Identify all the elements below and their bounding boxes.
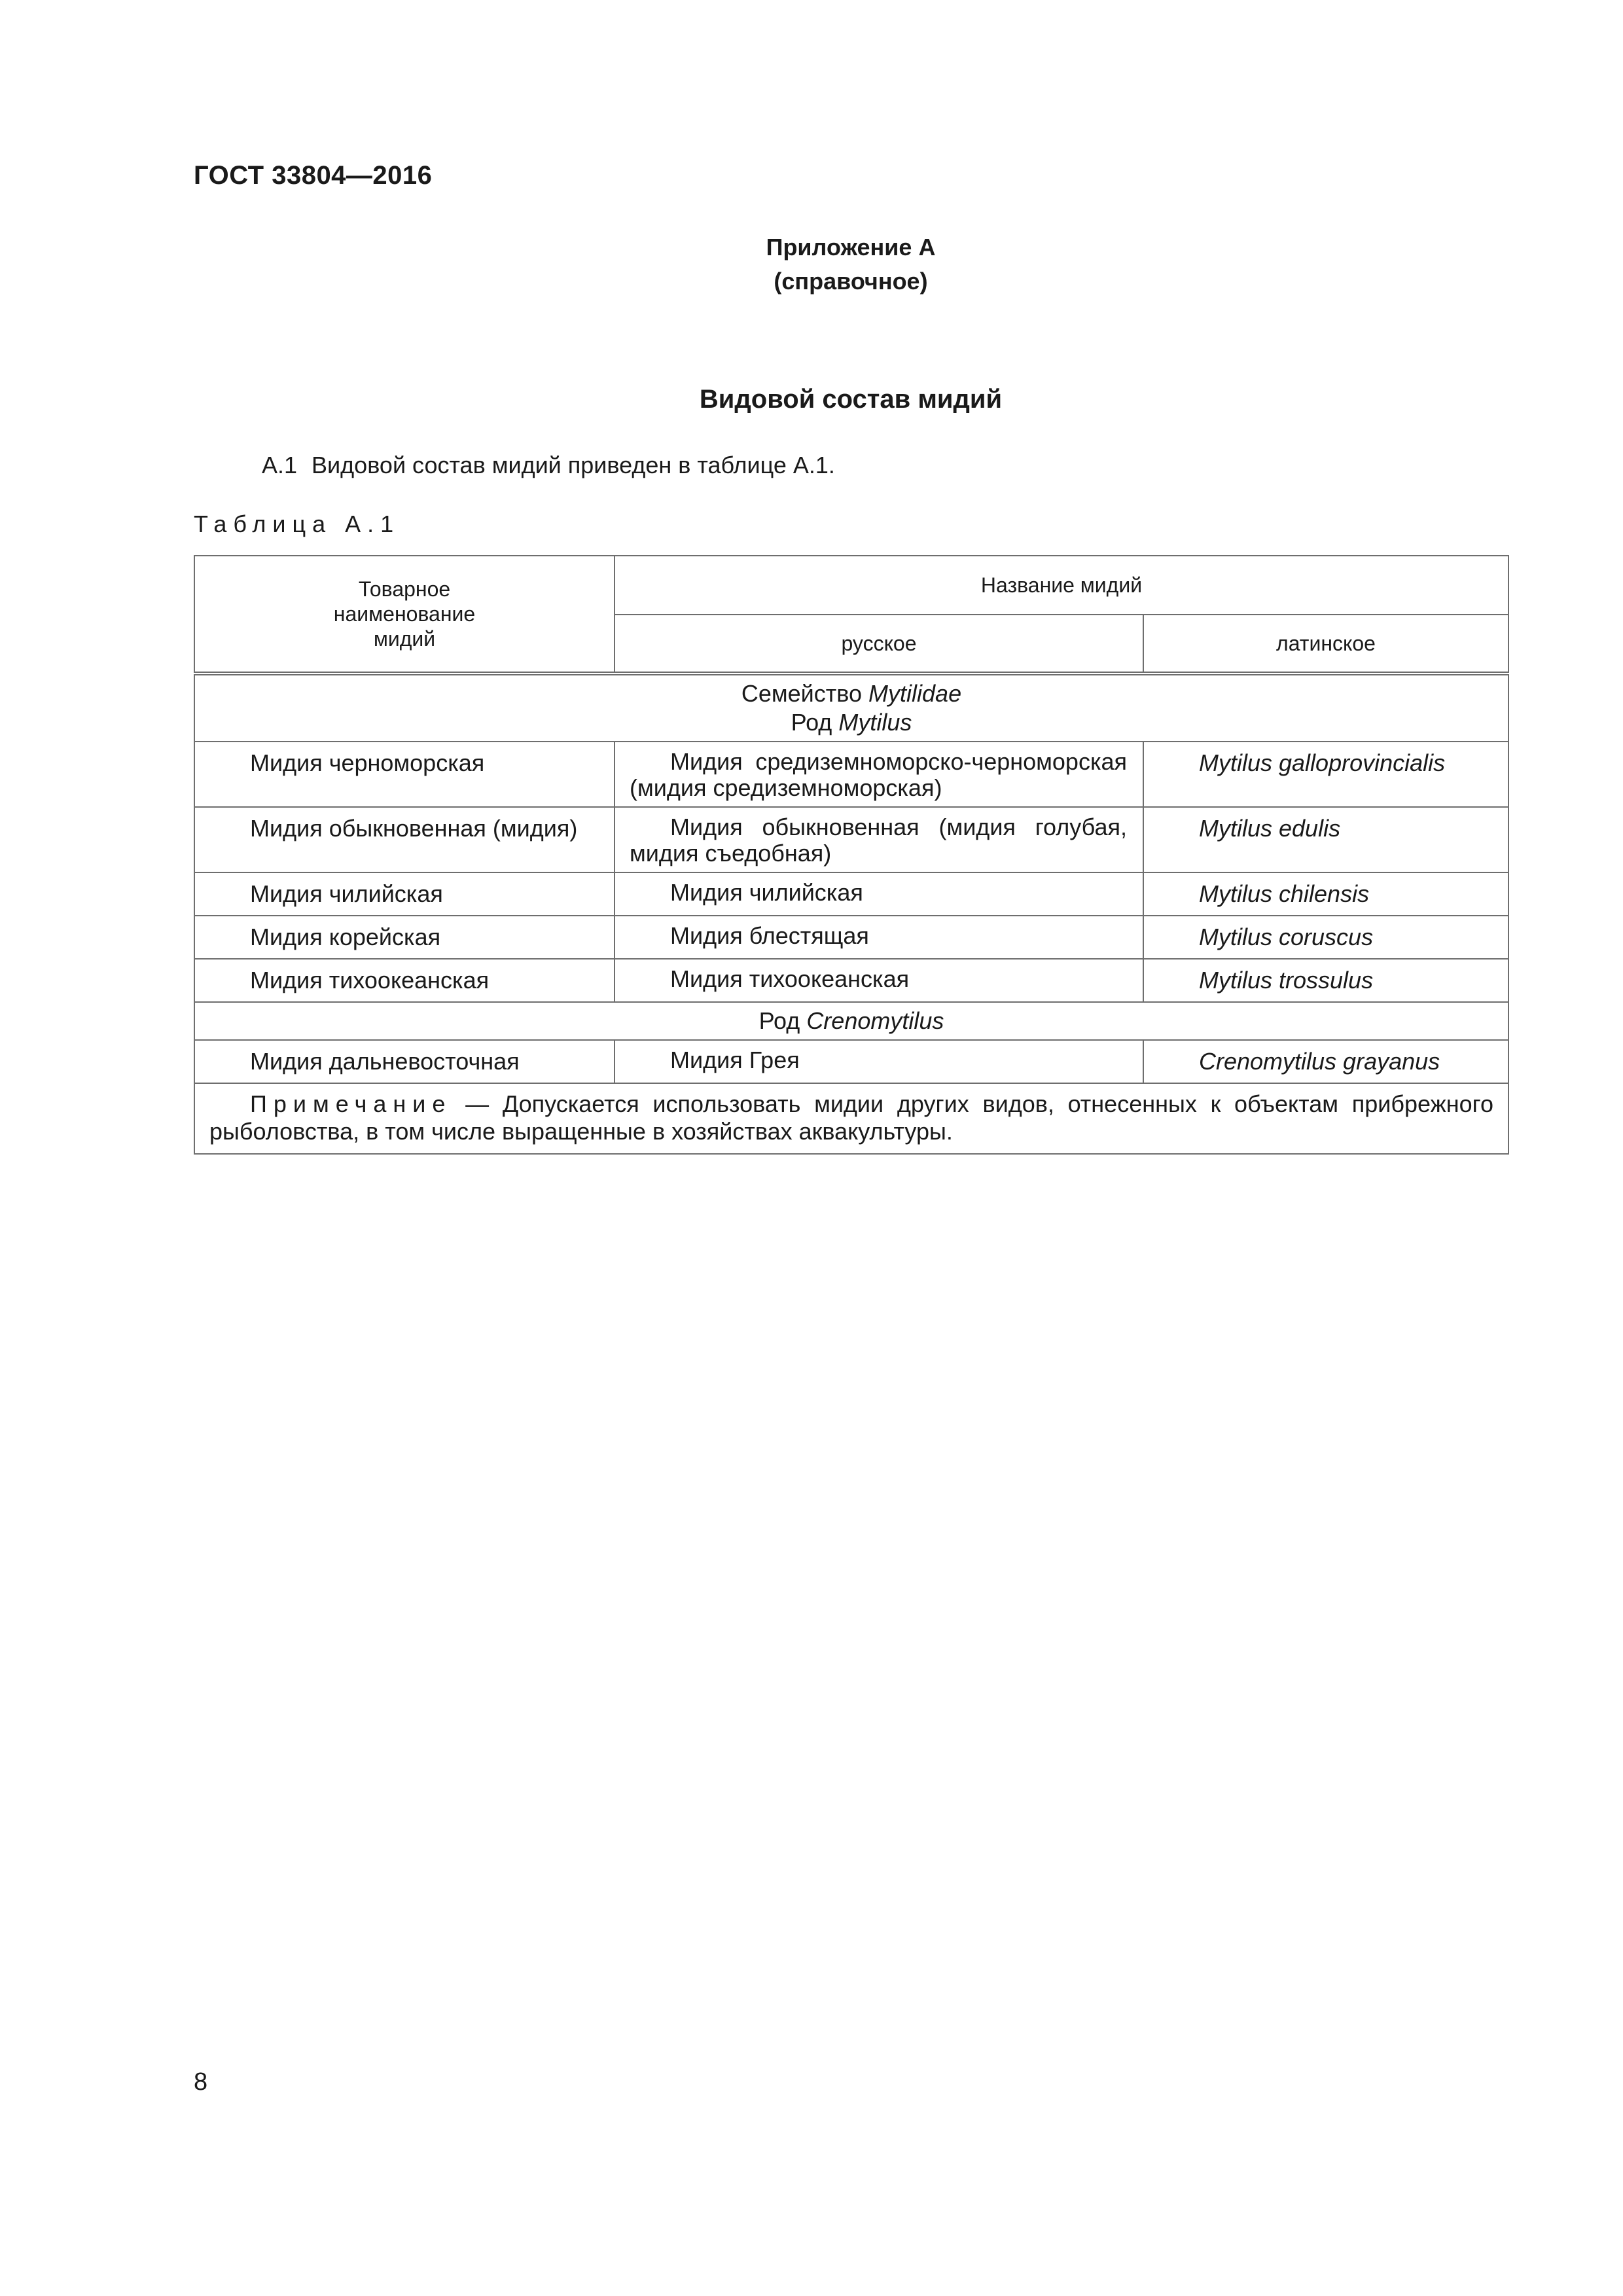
group-row-genus: Род Crenomytilus — [194, 1002, 1508, 1040]
cell-latin: Crenomytilus grayanus — [1143, 1040, 1508, 1083]
cell-russian: Мидия тихоокеанская — [615, 959, 1143, 1002]
note-label: Примечание — [250, 1090, 452, 1117]
cell-latin: Mytilus coruscus — [1143, 916, 1508, 959]
header-name-group: Название мидий — [615, 556, 1508, 615]
annex-label: Приложение А — [766, 234, 936, 260]
genus-line: Род Mytilus — [791, 709, 912, 736]
table-row — [194, 959, 1508, 1002]
annex-heading — [0, 230, 1623, 298]
cell-trade: Мидия корейская — [194, 916, 615, 959]
cell-latin: Mytilus edulis — [1143, 807, 1508, 872]
cell-russian: Мидия обыкновенная (мидия голубая, мидия съедобная) — [615, 807, 1143, 872]
annex-title: Видовой состав мидий — [699, 385, 1003, 414]
table-row — [194, 807, 1508, 872]
cell-latin: Mytilus chilensis — [1143, 872, 1508, 916]
cell-russian: Мидия Грея — [615, 1040, 1143, 1083]
document-id: ГОСТ 33804—2016 — [194, 161, 433, 190]
table-row — [194, 1040, 1508, 1083]
cell-trade: Мидия дальневосточная — [194, 1040, 615, 1083]
cell-trade: Мидия черноморская — [194, 742, 615, 807]
cell-russian: Мидия средиземноморско-черноморская (мидия средиземноморская) — [615, 742, 1143, 807]
table-row — [194, 916, 1508, 959]
genus-name: Crenomytilus — [806, 1007, 944, 1034]
species-table — [194, 555, 1509, 1155]
cell-trade: Мидия тихоокеанская — [194, 959, 615, 1002]
family-name: Mytilidae — [868, 680, 962, 707]
page-number: 8 — [194, 2068, 208, 2096]
cell-latin: Mytilus galloprovincialis — [1143, 742, 1508, 807]
note-text: — Допускается использовать мидии других видов, отнесенных к объектам прибрежного рыболовства, в том числе выращенные в хозяйствах аквакультуры. — [209, 1090, 1493, 1145]
cell-russian: Мидия чилийская — [615, 872, 1143, 916]
genus-name: Mytilus — [838, 709, 912, 736]
cell-russian: Мидия блестящая — [615, 916, 1143, 959]
table-caption: Таблица А.1 — [194, 511, 401, 537]
clause-number: А.1 — [262, 452, 298, 478]
cell-trade: Мидия обыкновенная (мидия) — [194, 807, 615, 872]
family-line: Семейство Mytilidae — [741, 680, 962, 707]
annex-kind: (справочное) — [774, 268, 928, 295]
group-row-family — [194, 673, 1508, 742]
cell-trade: Мидия чилийская — [194, 872, 615, 916]
intro-paragraph — [262, 452, 835, 479]
header-latin: латинское — [1143, 615, 1508, 673]
table-note — [194, 1083, 1508, 1154]
clause-text: Видовой состав мидий приведен в таблице А.1. — [312, 452, 835, 478]
note-row — [194, 1083, 1508, 1154]
table-row — [194, 742, 1508, 807]
header-trade-name: Товарное наименование мидий — [194, 556, 615, 673]
header-russian: русское — [615, 615, 1143, 673]
cell-latin: Mytilus trossulus — [1143, 959, 1508, 1002]
table-row — [194, 872, 1508, 916]
